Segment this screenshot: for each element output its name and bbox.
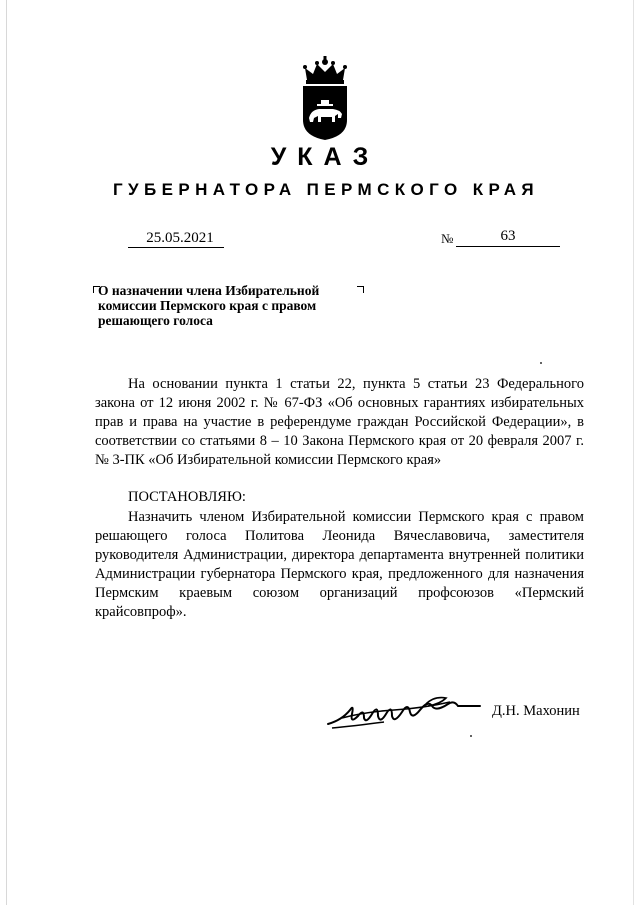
- number-underline: [456, 246, 560, 247]
- decree-word: ПОСТАНОВЛЯЮ:: [128, 489, 246, 505]
- decree-date: 25.05.2021: [146, 230, 214, 246]
- scan-edge-left: [6, 0, 7, 905]
- number-sign: №: [441, 231, 454, 246]
- scan-speck: [540, 362, 542, 364]
- preamble-paragraph: На основании пункта 1 статьи 22, пункта 5 статьи 23 Федерального закона от 12 июня 2002 г. № 67-ФЗ «Об основных гарантиях избирательных прав и права на участие в референдуме граждан Российской Федерации», в соответствии со статьями 8 – 10 Закона Пермского края от 20 февраля 2007 г. № 3-ПК «Об Избирательной комиссии Пермского края»: [95, 376, 584, 468]
- decree-number: 63: [500, 228, 516, 244]
- resolution-paragraph: Назначить членом Избирательной комиссии Пермского края с правом решающего голоса Политова Леонида Вячеславовича, заместителя руководителя Администрации, директора департамента внутренней политики Администрации губернатора Пермского края, предложенного для назначения Пермским краевым союзом организаций профсоюзов «Пермский крайсовпроф».: [95, 509, 584, 620]
- signatory-name: Д.Н. Махонин: [492, 703, 580, 719]
- scan-speck: [470, 735, 472, 737]
- document-subtitle: ГУБЕРНАТОРА ПЕРМСКОГО КРАЯ: [112, 180, 540, 199]
- document-title: УКАЗ: [270, 143, 380, 171]
- date-underline: [128, 247, 224, 248]
- scan-edge-right: [633, 0, 634, 905]
- decree-subject: О назначении члена Избирательной комиссии Пермского края с правом решающего голоса: [98, 283, 320, 328]
- handwritten-signature: [324, 690, 484, 740]
- coat-of-arms-icon: [297, 56, 353, 140]
